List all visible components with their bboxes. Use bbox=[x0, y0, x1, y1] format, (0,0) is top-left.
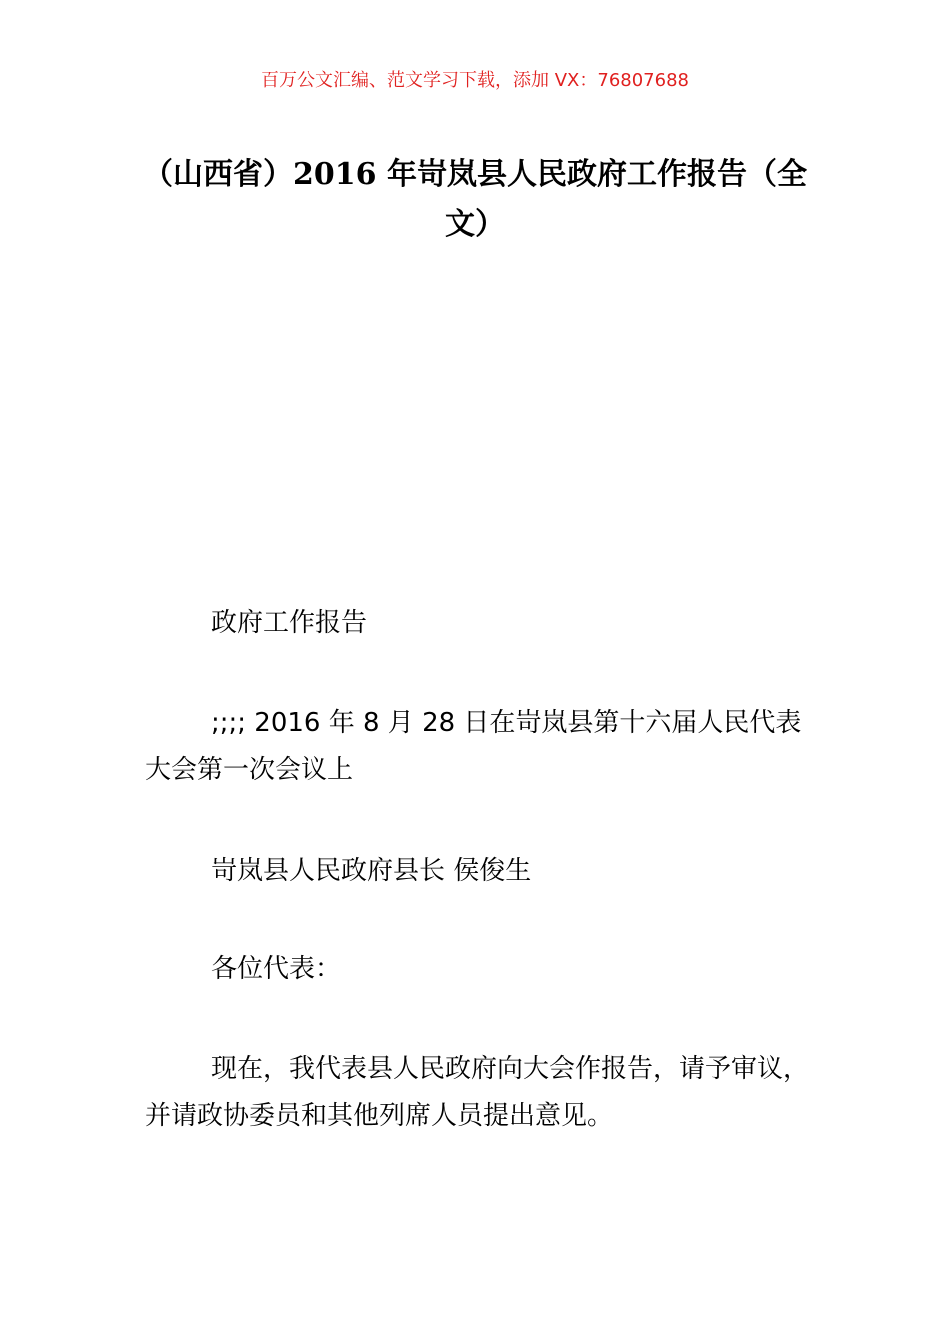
paragraph-opening: 现在，我代表县人民政府向大会作报告，请予审议，并请政协委员和其他列席人员提出意见。 bbox=[145, 1054, 810, 1131]
paragraph-meeting-info: ;;;; 2016 年 8 月 28 日在岢岚县第十六届人民代表大会第一次会议上 bbox=[145, 708, 802, 785]
paragraph-speaker: 岢岚县人民政府县长 侯俊生 bbox=[211, 856, 532, 886]
paragraph-salutation: 各位代表： bbox=[211, 954, 342, 984]
header-promo-text: 百万公文汇编、范文学习下载，添加 VX：76807688 bbox=[261, 70, 689, 91]
document-title: （山西省）2016 年岢岚县人民政府工作报告（全文） bbox=[143, 157, 807, 242]
paragraph-report-heading: 政府工作报告 bbox=[211, 608, 368, 638]
